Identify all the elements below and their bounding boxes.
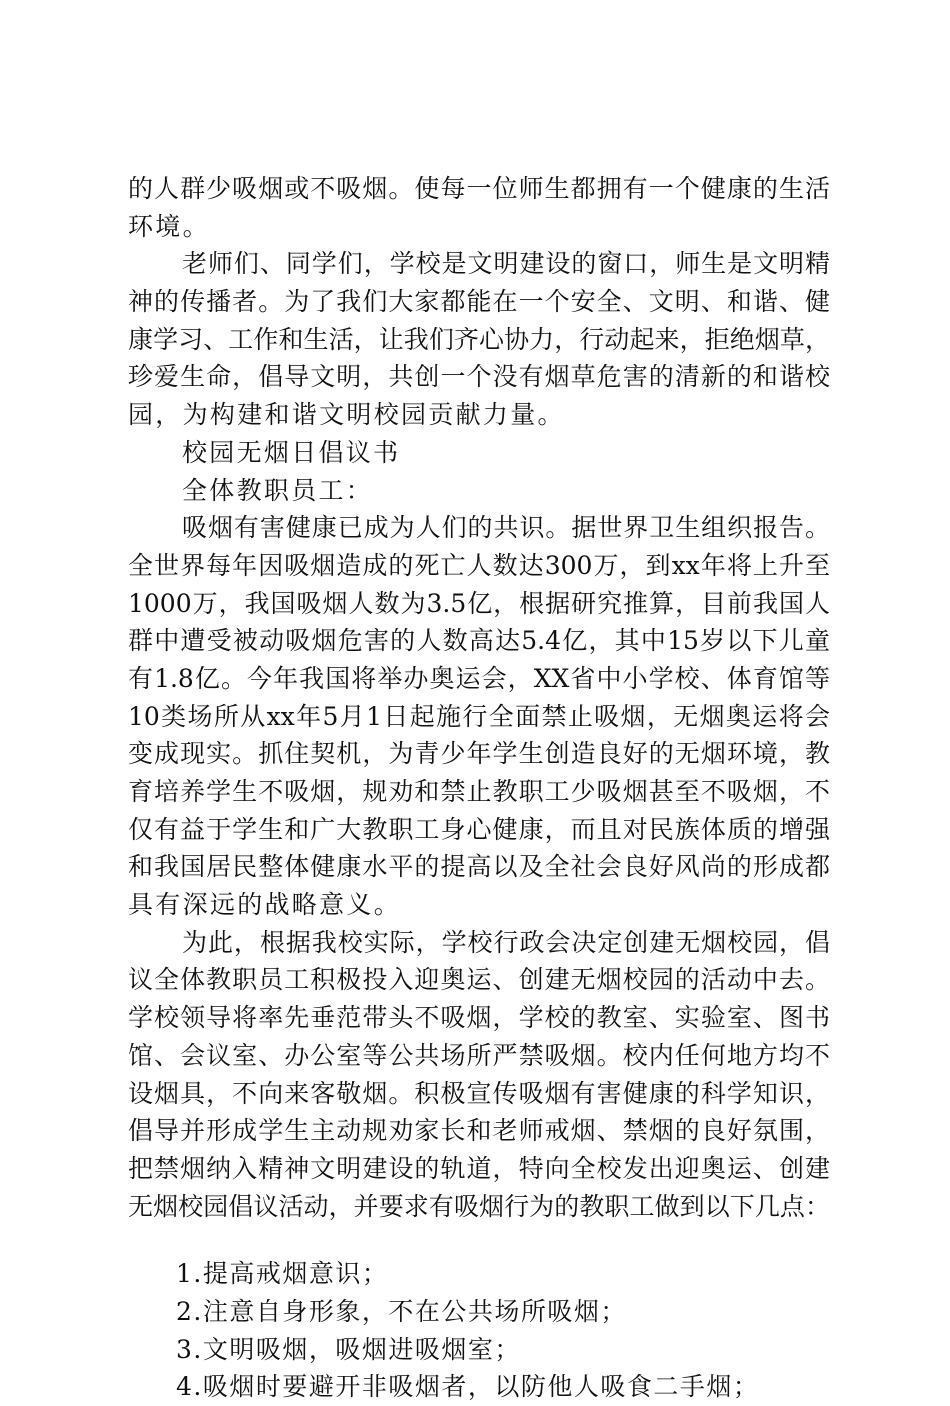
list-item: 1.提高戒烟意识； [176,1259,389,1289]
text-line: 园，为构建和谐文明校园贡献力量。 [128,400,565,430]
text-line: 吸烟有害健康已成为人们的共识。据世界卫生组织报告。 [182,513,830,543]
text-line: 无烟校园倡议活动，并要求有吸烟行为的教职工做到以下几点： [128,1191,830,1221]
paragraph-continuation [128,170,830,245]
list-item: 3.文明吸烟，吸烟进吸烟室； [176,1334,521,1364]
text-line: 把禁烟纳入精神文明建设的轨道，特向全校发出迎奥运、创建 [128,1153,830,1183]
paragraph-initiative [128,924,830,1226]
list-item: 2.注意自身形象，不在公共场所吸烟； [176,1296,627,1326]
text-line: 环境。 [128,211,210,241]
text-line: 10类场所从xx年5月1日起施行全面禁止吸烟，无烟奥运将会 [128,701,830,731]
text-line: 仅有益于学生和广大教职工身心健康，而且对民族体质的增强 [128,814,830,844]
text-line: 馆、会议室、办公室等公共场所严禁吸烟。校内任何地方均不 [128,1040,830,1070]
requirements-list [128,1255,830,1406]
paragraph-smoking-harm [128,509,830,924]
text-line: 育培养学生不吸烟，规劝和禁止教职工少吸烟甚至不吸烟，不 [128,777,830,806]
text-line: 变成现实。抓住契机，为青少年学生创造良好的无烟环境，教 [128,739,830,769]
text-line: 康学习、工作和生活，让我们齐心协力，行动起来，拒绝烟草， [128,324,830,354]
list-item: 4.吸烟时要避开非吸烟者，以防他人吸食二手烟； [176,1372,760,1402]
text-line: 有1.8亿。今年我国将举办奥运会，XX省中小学校、体育馆等 [128,663,830,693]
text-line: 设烟具，不向来客敬烟。积极宣传吸烟有害健康的科学知识， [128,1078,830,1108]
text-line: 的人群少吸烟或不吸烟。使每一位师生都拥有一个健康的生活 [128,174,830,203]
text-line: 学校领导将率先垂范带头不吸烟，学校的教室、实验室、图书 [128,1003,830,1033]
text-line: 倡导并形成学生主动规劝家长和老师戒烟、禁烟的良好氛围， [128,1116,830,1146]
text-line: 为此，根据我校实际，学校行政会决定创建无烟校园，倡 [182,927,830,957]
text-line: 群中遭受被动吸烟危害的人数高达5.4亿，其中15岁以下儿童 [128,626,830,656]
text-line: 1000万，我国吸烟人数为3.5亿，根据研究推算，目前我国人 [128,588,830,618]
text-line: 珍爱生命，倡导文明，共创一个没有烟草危害的清新的和谐校 [128,362,830,392]
text-line: 具有深远的战略意义。 [128,890,402,920]
text-line: 和我国居民整体健康水平的提高以及全社会良好风尚的形成都 [128,852,830,882]
text-line: 全世界每年因吸烟造成的死亡人数达300万，到xx年将上升至 [128,550,830,580]
text-line: 老师们、同学们，学校是文明建设的窗口，师生是文明精 [182,249,830,279]
text-line: 议全体教职员工积极投入迎奥运、创建无烟校园的活动中去。 [128,965,830,995]
paragraph-teachers-students [128,245,830,433]
document-title: 校园无烟日倡议书 [182,437,401,467]
text-line: 神的传播者。为了我们大家都能在一个安全、文明、和谐、健 [128,287,830,317]
document-page [128,170,830,1406]
salutation: 全体教职员工： [182,475,374,505]
